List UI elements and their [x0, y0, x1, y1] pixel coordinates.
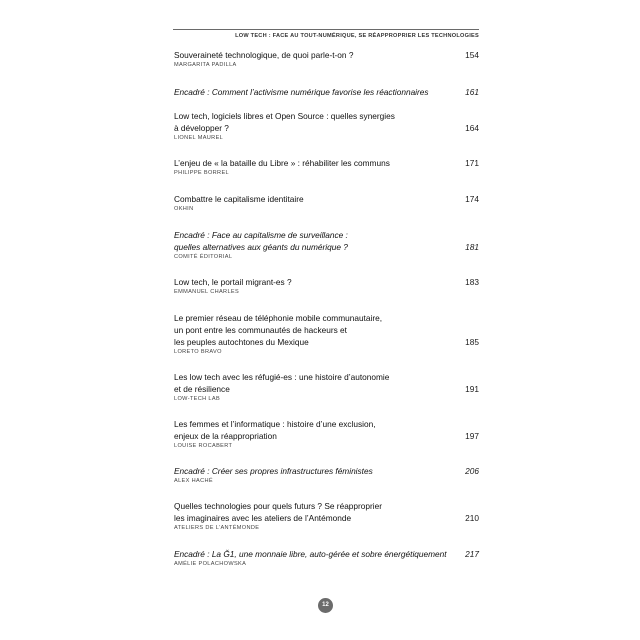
- entry-page-number: 197: [465, 431, 479, 441]
- entry-author: PHILIPPE BORREL: [174, 170, 229, 176]
- entry-author: LOUISE ROCABERT: [174, 443, 233, 449]
- entry-title-line: Low tech, logiciels libres et Open Source : quelles synergies: [174, 111, 395, 121]
- entry-author: MARGARITA PADILLA: [174, 62, 237, 68]
- entry-title: [174, 371, 436, 395]
- entry-author: ALEX HACHÉ: [174, 478, 213, 484]
- entry-title-line: Quelles technologies pour quels futurs ? Se réapproprier: [174, 501, 383, 511]
- entry-title: [174, 193, 436, 205]
- entry-title-line: Encadré : Créer ses propres infrastructures féministes: [174, 466, 373, 476]
- entry-title: [174, 418, 436, 442]
- entry-title: [174, 157, 436, 169]
- entry-title-line: Les low tech avec les réfugié-es : une histoire d’autonomie: [174, 372, 390, 382]
- toc-entry: [174, 500, 479, 533]
- entry-title: [174, 110, 436, 134]
- toc-entry: [174, 229, 479, 262]
- toc-entry: [174, 312, 479, 357]
- entry-title: [174, 86, 436, 98]
- entry-author: ATELIERS DE L’ANTÉMONDE: [174, 525, 260, 531]
- entry-author: COMITÉ ÉDITORIAL: [174, 254, 233, 260]
- entry-title: [174, 548, 447, 560]
- toc-entry: [174, 157, 479, 178]
- entry-title-line: les peuples autochtones du Mexique: [174, 337, 309, 347]
- entry-page-number: 206: [465, 466, 479, 476]
- entry-title: [174, 465, 436, 477]
- entry-author: LIONEL MAUREL: [174, 135, 224, 141]
- entry-title-line: L’enjeu de « la bataille du Libre » : réhabiliter les communs: [174, 158, 390, 168]
- entry-title-line: les imaginaires avec les ateliers de l’Antémonde: [174, 513, 352, 523]
- toc-entry: [174, 193, 479, 214]
- entry-page-number: 191: [465, 384, 479, 394]
- entry-page-number: 174: [465, 194, 479, 204]
- entry-page-number: 183: [465, 277, 479, 287]
- entry-page-number: 210: [465, 513, 479, 523]
- entry-title-line: Les femmes et l’informatique : histoire d’une exclusion,: [174, 419, 376, 429]
- entry-author: AMÉLIE POLACHOWSKA: [174, 561, 247, 567]
- entry-author: EMMANUEL CHARLES: [174, 289, 240, 295]
- running-header: LOW TECH : FACE AU TOUT-NUMÉRIQUE, SE RÉAPPROPRIER LES TECHNOLOGIES: [173, 29, 479, 39]
- entry-title-line: à développer ?: [174, 123, 229, 133]
- toc-entry: [174, 49, 479, 70]
- entry-title-line: quelles alternatives aux géants du numérique ?: [174, 242, 348, 252]
- entry-title: [174, 312, 436, 348]
- entry-title: [174, 276, 436, 288]
- entry-page-number: 217: [465, 549, 479, 559]
- entry-title: [174, 49, 436, 61]
- entry-author: LORETO BRAVO: [174, 349, 222, 355]
- entry-page-number: 161: [465, 87, 479, 97]
- toc-entry: [174, 465, 479, 486]
- toc-entry: [174, 548, 479, 569]
- toc-entry: [174, 276, 479, 297]
- toc-entry: [174, 110, 479, 143]
- entry-title-line: Souveraineté technologique, de quoi parle-t-on ?: [174, 50, 354, 60]
- entry-title-line: Encadré : La Ğ1, une monnaie libre, auto-gérée et sobre énergétiquement: [174, 549, 447, 559]
- entry-page-number: 164: [465, 123, 479, 133]
- entry-title-line: un pont entre les communautés de hackeurs et: [174, 325, 347, 335]
- entry-author: LOW-TECH LAB: [174, 396, 221, 402]
- entry-title-line: Low tech, le portail migrant-es ?: [174, 277, 292, 287]
- entry-title-line: Le premier réseau de téléphonie mobile communautaire,: [174, 313, 383, 323]
- entry-page-number: 154: [465, 50, 479, 60]
- entry-page-number: 171: [465, 158, 479, 168]
- entry-title-line: Encadré : Face au capitalisme de surveillance :: [174, 230, 348, 240]
- entry-author: OKHIN: [174, 206, 194, 212]
- page-number-badge: 12: [318, 598, 333, 613]
- toc-entry: [174, 86, 479, 98]
- toc-entry: [174, 371, 479, 404]
- entry-title-line: Combattre le capitalisme identitaire: [174, 194, 304, 204]
- entry-page-number: 185: [465, 337, 479, 347]
- entry-title-line: et de résilience: [174, 384, 230, 394]
- entry-page-number: 181: [465, 242, 479, 252]
- entry-title-line: enjeux de la réappropriation: [174, 431, 277, 441]
- entry-title-line: Encadré : Comment l’activisme numérique favorise les réactionnaires: [174, 87, 429, 97]
- entry-title: [174, 500, 436, 524]
- toc-entry: [174, 418, 479, 451]
- entry-title: [174, 229, 436, 253]
